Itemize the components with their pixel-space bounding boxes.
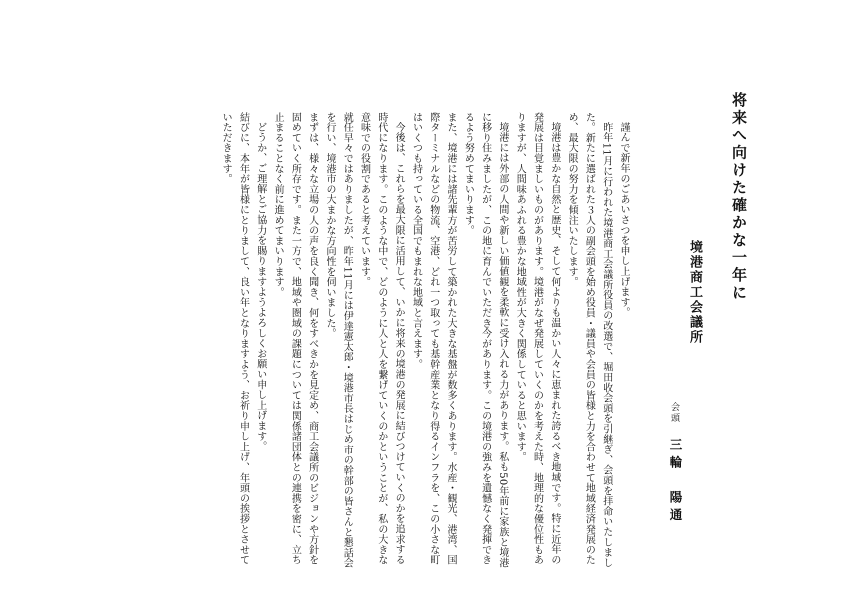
paragraph-7: 就任早々ではありましたが、昨年11月には伊達憲太郎・境港市長はじめ市の幹部の皆さんと懇話会を行い、境港市の大まかな方向性を伺いました。 <box>323 112 353 569</box>
author-role: 会頭 <box>669 402 679 424</box>
letter-title: 将来へ向けた確かな一年に <box>730 92 748 302</box>
paragraph-8: まずは、様々な立場の人の声を良く聞き、何をすべきかを見定め、商工会議所のビジョンや方針を固めていく所存です。また一方で、地域や圏域の課題については関係諸団体との連携を密に、立ち止まることなく前に進めてまいります。 <box>272 112 318 566</box>
letter-body <box>217 112 632 572</box>
paragraph-1: 謹んで新年のごあいさつを申し上げます。 <box>618 122 629 318</box>
paragraph-4: 境港には外部の人間や新しい価値観を柔軟に受け入れる力があります。私も50年前に家族と境港に移り住みましたが、この地に育んでいただき今があります。この境港の強みを遺憾なく発揮できるよう努めてまいります。 <box>462 112 508 568</box>
paragraph-10: 結びに、本年が皆様にとりまして、良い年となりますよう、お祈り申し上げ、年頭の挨拶とさせていただきます。 <box>220 112 249 566</box>
author-name: 三輪 陽通 <box>668 438 683 526</box>
paragraph-5: また、境港には諸先輩方が苦労して築かれた大きな基盤が数多くあります。水産・観光、港湾、国際ターミナルなどの物流、空港、どれ一つ取っても基幹産業となり得るインフラを、この小さな町はいくつも持っている全国でもまれな地域と言えます。 <box>410 112 457 566</box>
paragraph-6: 今後は、これらを最大限に活用して、いかに将来の境港の発展に結びつけていくのかを追求する時代になります。このような中で、どのように人と人を繋げていくのかということが、私の大きな意味での役割であると考えています。 <box>358 112 405 566</box>
paragraph-2: 昨年11月に行われた境港商工会議所役員の改選で、堀田收会頭を引継ぎ、会頭を拝命いたしました。新たに選ばれた３人の副会頭を始め役員・議員や会員の皆様と力を合わせて地域経済発展のため、最大限の努力を傾注いたします。 <box>566 112 612 568</box>
paragraph-3: 境港は豊かな自然と歴史、そして何よりも温かい人々に恵まれた誇るべき地域です。特に近年の発展は目覚ましいものがあります。境港がなぜ発展していくのかを考えた時、地理的な優位性もありますが、人間味あふれる豊かな地域性が大きく関係していると思います。 <box>514 112 560 566</box>
paragraph-9: どうか、ご理解とご協力を賜りますようよろしくお願い申し上げます。 <box>254 122 266 452</box>
organization-name: 境港商工会議所 <box>687 240 702 345</box>
